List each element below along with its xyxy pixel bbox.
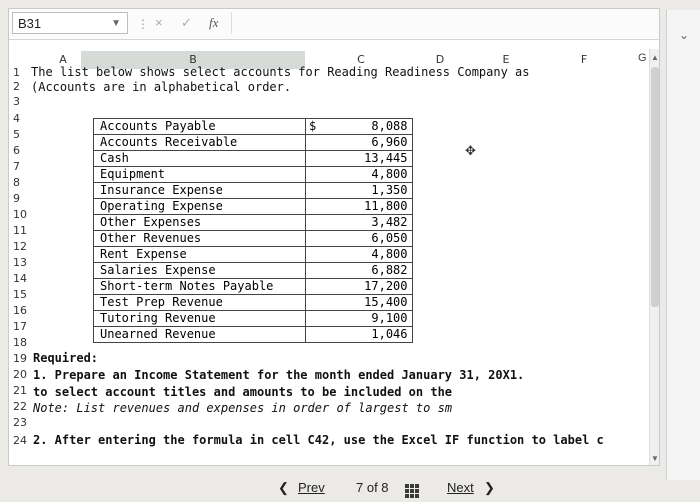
account-row (94, 183, 413, 199)
account-name-cell[interactable]: Equipment (94, 167, 306, 183)
account-amount-cell[interactable]: 8,088 (321, 119, 412, 135)
currency-symbol-cell[interactable] (306, 295, 322, 311)
row-header[interactable]: 21 (13, 384, 27, 397)
account-row (94, 215, 413, 231)
account-name-cell[interactable]: Unearned Revenue (94, 327, 306, 343)
chevron-down-icon[interactable]: ⌄ (679, 28, 690, 42)
required-line-1[interactable]: 1. Prepare an Income Statement for the month ended January 31, 20X1. (33, 368, 525, 382)
currency-symbol-cell[interactable] (306, 183, 322, 199)
account-amount-cell[interactable]: 13,445 (321, 151, 412, 167)
currency-symbol-cell[interactable] (306, 231, 322, 247)
row-header[interactable]: 16 (13, 304, 27, 317)
required-note[interactable] (33, 401, 452, 415)
account-name-cell[interactable]: Test Prep Revenue (94, 295, 306, 311)
column-header-a[interactable]: A (59, 53, 67, 66)
account-row (94, 279, 413, 295)
column-header-c[interactable]: C (357, 53, 365, 66)
account-amount-cell[interactable]: 6,050 (321, 231, 412, 247)
row-header[interactable]: 13 (13, 256, 27, 269)
row-header[interactable]: 20 (13, 368, 27, 381)
currency-symbol-cell[interactable] (306, 327, 322, 343)
currency-symbol-cell[interactable] (306, 215, 322, 231)
account-name-cell[interactable]: Salaries Expense (94, 263, 306, 279)
row-header[interactable]: 8 (13, 176, 20, 189)
account-row (94, 135, 413, 151)
row-header[interactable]: 12 (13, 240, 27, 253)
account-row (94, 263, 413, 279)
row-header[interactable]: 15 (13, 288, 27, 301)
prev-chevron-icon[interactable]: ❮ (278, 480, 289, 495)
currency-symbol-cell[interactable] (306, 247, 322, 263)
account-amount-cell[interactable]: 6,882 (321, 263, 412, 279)
scroll-down-icon[interactable]: ▼ (651, 454, 659, 463)
account-amount-cell[interactable]: 4,800 (321, 167, 412, 183)
currency-symbol-cell[interactable] (306, 263, 322, 279)
row-header[interactable]: 5 (13, 128, 20, 141)
column-header-d[interactable]: D (435, 53, 445, 66)
intro-line-1[interactable]: The list below shows select accounts for Reading Readiness Company as (31, 65, 530, 79)
row-header[interactable]: 11 (13, 224, 27, 237)
spreadsheet (8, 8, 660, 466)
currency-symbol-cell[interactable] (306, 135, 322, 151)
row-header[interactable]: 2 (13, 80, 20, 93)
row-header[interactable]: 17 (13, 320, 27, 333)
account-row (94, 231, 413, 247)
account-name-cell[interactable]: Other Revenues (94, 231, 306, 247)
row-header[interactable]: 7 (13, 160, 20, 173)
account-name-cell[interactable]: Accounts Payable (94, 119, 306, 135)
account-name-cell[interactable]: Tutoring Revenue (94, 311, 306, 327)
chevron-down-icon[interactable]: ▼ (111, 18, 121, 29)
currency-symbol-cell[interactable] (306, 167, 322, 183)
row-header[interactable]: 10 (13, 208, 27, 221)
formula-bar (9, 9, 659, 40)
cancel-icon[interactable]: × (155, 15, 163, 30)
account-name-cell[interactable]: Operating Expense (94, 199, 306, 215)
account-row (94, 247, 413, 263)
column-header-f[interactable]: F (580, 53, 588, 66)
column-header-g[interactable]: G (638, 52, 647, 64)
row-header[interactable]: 4 (13, 112, 20, 125)
next-chevron-icon[interactable]: ❯ (484, 480, 495, 495)
required-line-2[interactable]: to select account titles and amounts to be included on the (33, 385, 453, 399)
enter-icon[interactable]: ✓ (181, 15, 192, 30)
column-header-b[interactable]: B (81, 51, 305, 69)
grid-menu-icon[interactable] (405, 484, 419, 498)
column-header-e[interactable]: E (502, 53, 510, 66)
row-header[interactable]: 24 (13, 434, 27, 447)
row-header[interactable]: 23 (13, 416, 27, 429)
currency-symbol-cell[interactable] (306, 151, 322, 167)
required-line-3[interactable]: 2. After entering the formula in cell C42, use the Excel IF function to label c (33, 433, 604, 447)
currency-symbol-cell[interactable] (306, 279, 322, 295)
name-box[interactable] (12, 12, 128, 34)
account-name-cell[interactable]: Other Expenses (94, 215, 306, 231)
currency-symbol-cell[interactable] (306, 311, 322, 327)
account-row (94, 151, 413, 167)
account-row (94, 327, 413, 343)
accounts-table (93, 118, 413, 343)
row-header[interactable]: 6 (13, 144, 20, 157)
currency-symbol-cell[interactable]: $ (306, 119, 322, 135)
next-button[interactable]: Next (447, 480, 474, 495)
account-name-cell[interactable]: Rent Expense (94, 247, 306, 263)
account-row (94, 199, 413, 215)
account-name-cell[interactable]: Insurance Expense (94, 183, 306, 199)
row-header[interactable]: 19 (13, 352, 27, 365)
note-label: Note: (33, 401, 70, 415)
row-header[interactable]: 3 (13, 95, 20, 108)
currency-symbol-cell[interactable] (306, 199, 322, 215)
vertical-scrollbar[interactable] (649, 49, 660, 465)
more-options-icon[interactable]: ⋮ (137, 17, 149, 31)
scroll-thumb[interactable] (651, 67, 659, 307)
scroll-up-icon[interactable]: ▲ (651, 53, 659, 62)
fx-icon[interactable]: fx (209, 15, 219, 30)
account-name-cell[interactable]: Short-term Notes Payable (94, 279, 306, 295)
account-amount-cell[interactable]: 1,350 (321, 183, 412, 199)
account-row (94, 311, 413, 327)
row-header[interactable]: 22 (13, 400, 27, 413)
account-row (94, 119, 413, 135)
account-amount-cell[interactable]: 15,400 (321, 295, 412, 311)
note-text: List revenues and expenses in order of largest to sm (76, 401, 453, 415)
account-amount-cell[interactable]: 4,800 (321, 247, 412, 263)
intro-line-2[interactable]: (Accounts are in alphabetical order. (31, 80, 292, 94)
page-indicator: 7 of 8 (356, 480, 389, 495)
row-header[interactable]: 1 (13, 66, 20, 79)
account-amount-cell[interactable]: 9,100 (321, 311, 412, 327)
right-panel (638, 10, 700, 480)
required-heading[interactable]: Required: (33, 351, 99, 365)
prev-button[interactable]: Prev (298, 480, 325, 495)
account-amount-cell[interactable]: 1,046 (321, 327, 412, 343)
formula-input[interactable] (231, 12, 652, 34)
account-amount-cell[interactable]: 6,960 (321, 135, 412, 151)
account-name-cell[interactable]: Accounts Receivable (94, 135, 306, 151)
account-row (94, 167, 413, 183)
account-amount-cell[interactable]: 17,200 (321, 279, 412, 295)
account-amount-cell[interactable]: 3,482 (321, 215, 412, 231)
row-header[interactable]: 14 (13, 272, 27, 285)
row-header[interactable]: 9 (13, 192, 20, 205)
plus-cursor-icon: ✥ (465, 143, 476, 158)
account-name-cell[interactable]: Cash (94, 151, 306, 167)
account-amount-cell[interactable]: 11,800 (321, 199, 412, 215)
row-header[interactable]: 18 (13, 336, 27, 349)
account-row (94, 295, 413, 311)
cell-reference: B31 (18, 16, 42, 31)
